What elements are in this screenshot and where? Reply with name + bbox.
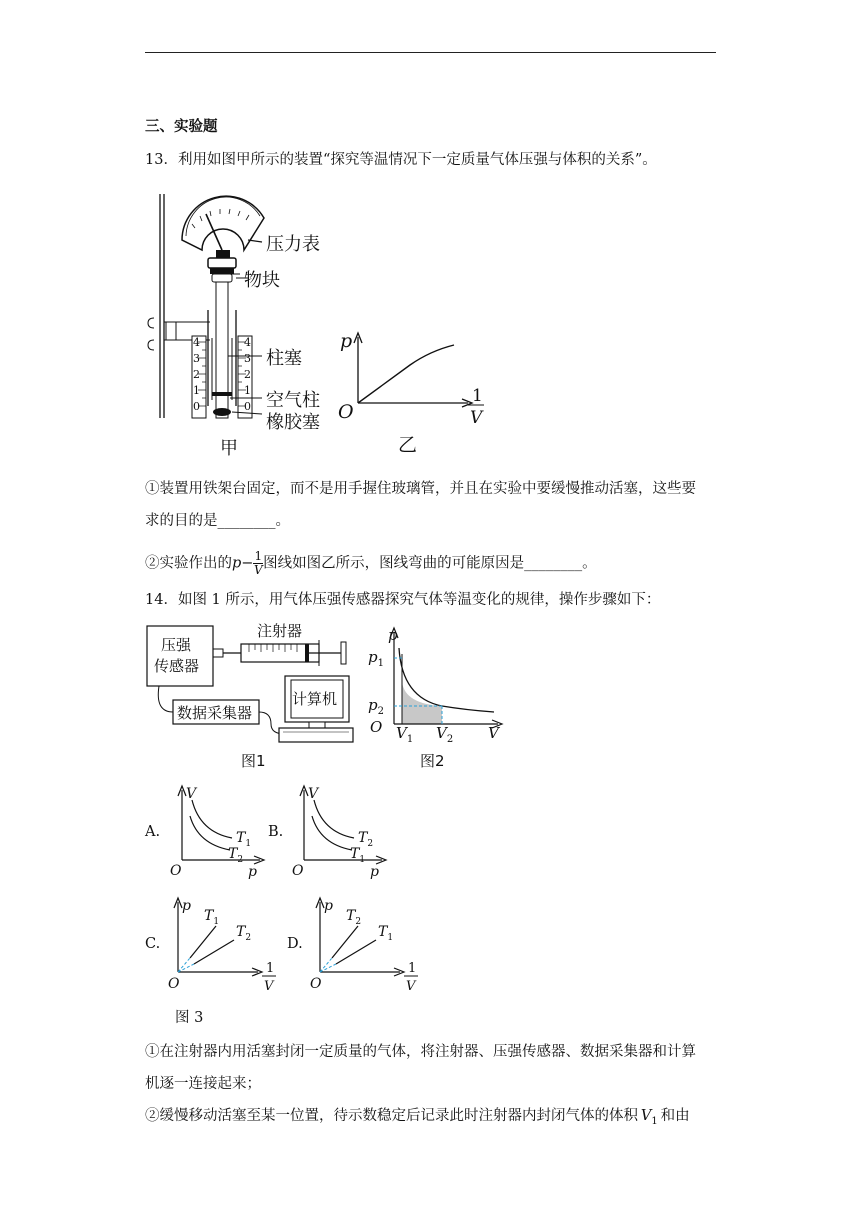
sensor-label-2: 传感器 [154,657,200,675]
curve-p-inv-v [358,345,454,403]
option-a-graph [168,780,268,880]
a-lower: $T_2$ [228,846,244,865]
c-y: p [182,898,191,914]
q13-figure-yi [330,325,490,455]
yi-p: p [340,330,353,352]
fig2-p1: $p_1$ [368,648,384,669]
q13-stem: 13．利用如图甲所示的装置“探究等温情况下一定质量气体压强与体积的关系”。 [145,152,657,168]
label-air-column: 空气柱 [266,390,320,411]
d-v: V [406,979,416,994]
scale-left-2: 2 [193,368,200,381]
label-gauge: 压力表 [266,234,320,255]
fig2-origin: O [370,718,383,736]
option-d-label: D. [287,936,303,952]
q13-part1-line2: 求的目的是________。 [145,513,290,529]
computer-label: 计算机 [292,690,338,708]
d-steep: $T_2$ [346,908,362,927]
d-shallow: $T_1$ [378,924,394,943]
section-title: 三、实验题 [145,118,218,135]
b-x: p [370,864,379,880]
option-d-graph [310,892,420,996]
fig2-v2: $V_2$ [436,724,454,745]
scale-left-1: 1 [193,384,200,397]
a-y: V [186,786,197,802]
q14-stem: 14．如图 1 所示，用气体压强传感器探究气体等温变化的规律，操作步骤如下： [145,592,661,608]
q13-part2-minus: − [241,555,254,572]
b-lower: $T_1$ [350,846,366,865]
b-upper: $T_2$ [358,830,374,849]
fig2-v: V [488,724,499,742]
a-upper: $T_1$ [236,830,252,849]
q13-part2-post: 图线如图乙所示，图线弯曲的可能原因是________。 [263,555,597,572]
q13-part2-fraction [253,550,263,577]
yi-one: 1 [472,386,483,406]
collector-label: 数据采集器 [177,704,253,722]
q13-part1-line1: ①装置用铁架台固定，而不是用手握住玻璃管，并且在实验中要缓慢推动活塞，这些要 [145,481,696,497]
q14-step2-sub: 1 [651,1115,658,1127]
caption-fig3: 图 3 [175,1010,204,1026]
q14-step2-pre: ②缓慢移动活塞至某一位置，待示数稳定后记录此时注射器内封闭气体的体积 [145,1108,638,1124]
q14-figure-1 [145,620,360,772]
label-block: 物块 [244,270,280,291]
caption-yi: 乙 [398,434,418,456]
q13-part2-pre: ②实验作出的 [145,555,232,572]
d-one: 1 [408,961,417,976]
b-origin: O [292,863,304,879]
option-b-graph [290,780,390,880]
scale-right-4: 4 [244,336,251,349]
scale-left-4: 4 [193,336,200,349]
yi-v: V [470,408,483,428]
fig2-v1: $V_1$ [396,724,414,745]
scale-right-0: 0 [244,400,251,413]
q14-step1-line2: 机逐一连接起来； [145,1076,261,1092]
c-v: V [264,979,274,994]
frac-num: 1 [254,549,263,563]
syringe-label: 注射器 [257,622,303,640]
b-y: V [308,786,319,802]
a-origin: O [170,863,182,879]
scale-right-2: 2 [244,368,251,381]
c-shallow: $T_2$ [236,924,252,943]
q14-step2-var: V [640,1108,652,1124]
scale-left-0: 0 [193,400,200,413]
fig2-p2: $p_2$ [368,696,384,717]
option-b-label: B. [268,824,284,840]
scale-right-3: 3 [244,352,251,365]
caption-jia: 甲 [220,438,238,459]
c-one: 1 [266,961,275,976]
label-stopper: 橡胶塞 [266,412,320,433]
q13-part2 [145,550,597,577]
caption-fig2: 图2 [420,752,445,770]
q13-part2-p: p [232,555,242,572]
yi-origin: O [338,401,354,423]
q14-figure-2 [362,620,512,772]
q14-step1-line1: ①在注射器内用活塞封闭一定质量的气体，将注射器、压强传感器、数据采集器和计算 [145,1044,696,1060]
c-steep: $T_1$ [204,908,220,927]
fig2-p: p [388,626,398,644]
d-origin: O [310,976,322,992]
c-origin: O [168,976,180,992]
option-a-label: A. [145,824,161,840]
q14-step2-post: 和由 [660,1108,690,1124]
a-x: p [248,864,257,880]
q13-figure-jia [140,188,340,458]
frac-den: V [253,563,263,577]
q14-step2 [145,1106,690,1132]
option-c-label: C. [145,936,161,952]
option-c-graph [168,892,278,996]
header-rule [145,52,716,53]
scale-right-1: 1 [244,384,251,397]
scale-left-3: 3 [193,352,200,365]
sensor-label-1: 压强 [161,636,192,654]
label-plunger: 柱塞 [266,348,302,369]
caption-fig1: 图1 [241,752,266,770]
d-y: p [324,898,333,914]
shaded-area [402,682,442,724]
